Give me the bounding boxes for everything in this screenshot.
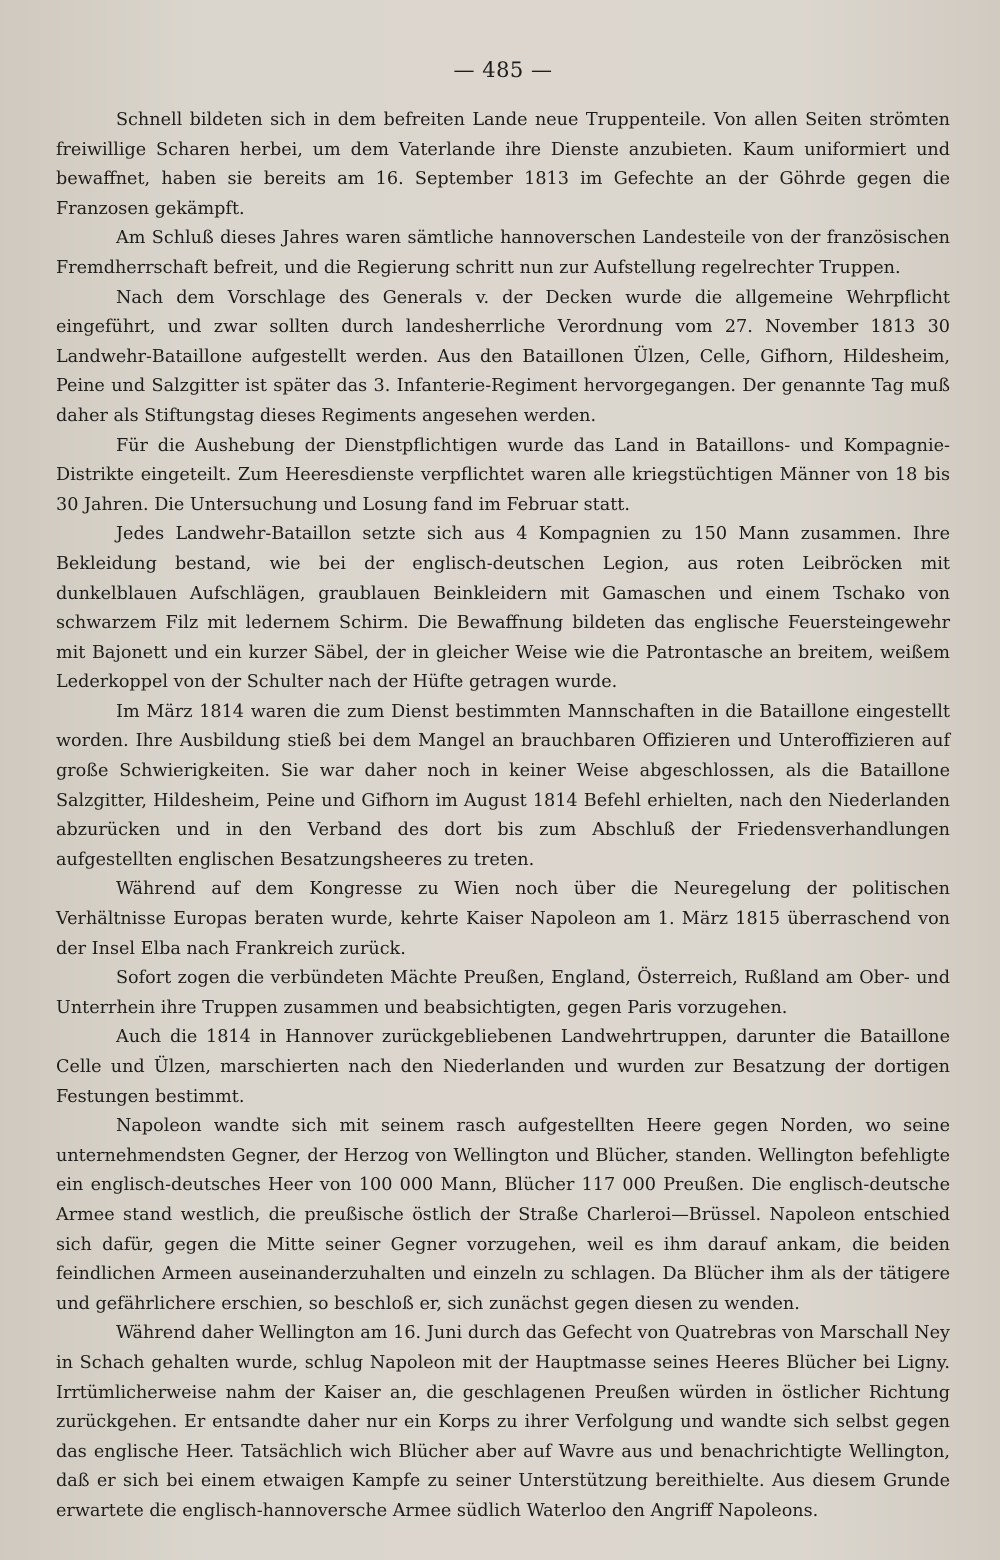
paragraph-3: Nach dem Vorschlage des Generals v. der Decken wurde die allgemeine Wehrpflicht eingeführt, und zwar sollten durch landesherrliche Verordnung vom 27. November 1813 30 Landwehr-Bataillone aufgestellt werden. Aus den Bataillonen Ülzen, Celle, Gifhorn, Hildesheim, Peine und Salzgitter ist später das 3. Infanterie-Regiment hervorgegangen. Der genannte Tag muß daher als Stiftungstag dieses Regiments angesehen werden.	[56, 287, 950, 426]
paragraph-7: Während auf dem Kongresse zu Wien noch über die Neuregelung der politischen Verhältnisse Europas beraten wurde, kehrte Kaiser Napoleon am 1. März 1815 überraschend von der Insel Elba nach Frankreich zurück.	[56, 879, 950, 959]
paragraph-5: Jedes Landwehr-Bataillon setzte sich aus 4 Kompagnien zu 150 Mann zusammen. Ihre Bekleidung bestand, wie bei der englisch-deutschen Legion, aus roten Leibröcken mit dunkelblauen Aufschlägen, graublauen Beinkleidern mit Gamaschen und einem Tschako von schwarzem Filz mit ledernem Schirm. Die Bewaffnung bildeten das englische Feuersteingewehr mit Bajonett und ein kurzer Säbel, der in gleicher Weise wie die Patrontasche an breitem, weißem Lederkoppel von der Schulter nach der Hüfte getragen wurde.	[56, 524, 950, 693]
paragraph-10: Napoleon wandte sich mit seinem rasch aufgestellten Heere gegen Norden, wo seine unternehmendsten Gegner, der Herzog von Wellington und Blücher, standen. Wellington befehligte ein englisch-deutsches Heer von 100 000 Mann, Blücher 117 000 Preußen. Die englisch-deutsche Armee stand westlich, die preußische östlich der Straße Charleroi—Brüssel. Napoleon entschied sich dafür, gegen die Mitte seiner Gegner vorzugehen, weil es ihm darauf ankam, die beiden feindlichen Armeen auseinanderzuhalten und einzeln zu schlagen. Da Blücher ihm als der tätigere und gefährlichere erschien, so beschloß er, sich zunächst gegen diesen zu wenden.	[56, 1116, 950, 1314]
body-text	[56, 106, 950, 1527]
paragraph-4: Für die Aushebung der Dienstpflichtigen wurde das Land in Bataillons- und Kompagnie-Distrikte eingeteilt. Zum Heeresdienste verpflichtet waren alle kriegstüchtigen Männer von 18 bis 30 Jahren. Die Untersuchung und Losung fand im Februar statt.	[56, 435, 950, 515]
paragraph-2: Am Schluß dieses Jahres waren sämtliche hannoverschen Landesteile von der französischen Fremdherrschaft befreit, und die Regierung schritt nun zur Aufstellung regelrechter Truppen.	[56, 228, 950, 278]
paragraph-1: Schnell bildeten sich in dem befreiten Lande neue Truppenteile. Von allen Seiten strömten freiwillige Scharen herbei, um dem Vaterlande ihre Dienste anzubieten. Kaum uniformiert und bewaffnet, haben sie bereits am 16. September 1813 im Gefechte an der Göhrde gegen die Franzosen gekämpft.	[56, 110, 950, 219]
paragraph-9: Auch die 1814 in Hannover zurückgebliebenen Landwehrtruppen, darunter die Bataillone Celle und Ülzen, marschierten nach den Niederlanden und wurden zur Besatzung der dortigen Festungen bestimmt.	[56, 1027, 950, 1107]
paragraph-6: Im März 1814 waren die zum Dienst bestimmten Mannschaften in die Bataillone eingestellt worden. Ihre Ausbildung stieß bei dem Mangel an brauchbaren Offizieren und Unteroffizieren auf große Schwierigkeiten. Sie war daher noch in keiner Weise abgeschlossen, als die Bataillone Salzgitter, Hildesheim, Peine und Gifhorn im August 1814 Befehl erhielten, nach den Niederlanden abzurücken und in den Verband des dort bis zum Abschluß der Friedensverhandlungen aufgestellten englischen Besatzungsheeres zu treten.	[56, 701, 950, 870]
page-number: — 485 —	[453, 58, 553, 82]
paragraph-8: Sofort zogen die verbündeten Mächte Preußen, England, Österreich, Rußland am Ober- und Unterrhein ihre Truppen zusammen und beabsichtigten, gegen Paris vorzugehen.	[56, 968, 950, 1018]
paragraph-11: Während daher Wellington am 16. Juni durch das Gefecht von Quatrebras von Marschall Ney in Schach gehalten wurde, schlug Napoleon mit der Hauptmasse seines Heeres Blücher bei Ligny. Irrtümlicherweise nahm der Kaiser an, die geschlagenen Preußen würden in östlicher Richtung zurückgehen. Er entsandte daher nur ein Korps zu ihrer Verfolgung und wandte sich selbst gegen das englische Heer. Tatsächlich wich Blücher aber auf Wavre aus und benachrichtigte Wellington, daß er sich bei einem etwaigen Kampfe zu seiner Unterstützung bereithielte. Aus diesem Grunde erwartete die englisch-hannoversche Armee südlich Waterloo den Angriff Napoleons.	[56, 1323, 950, 1521]
